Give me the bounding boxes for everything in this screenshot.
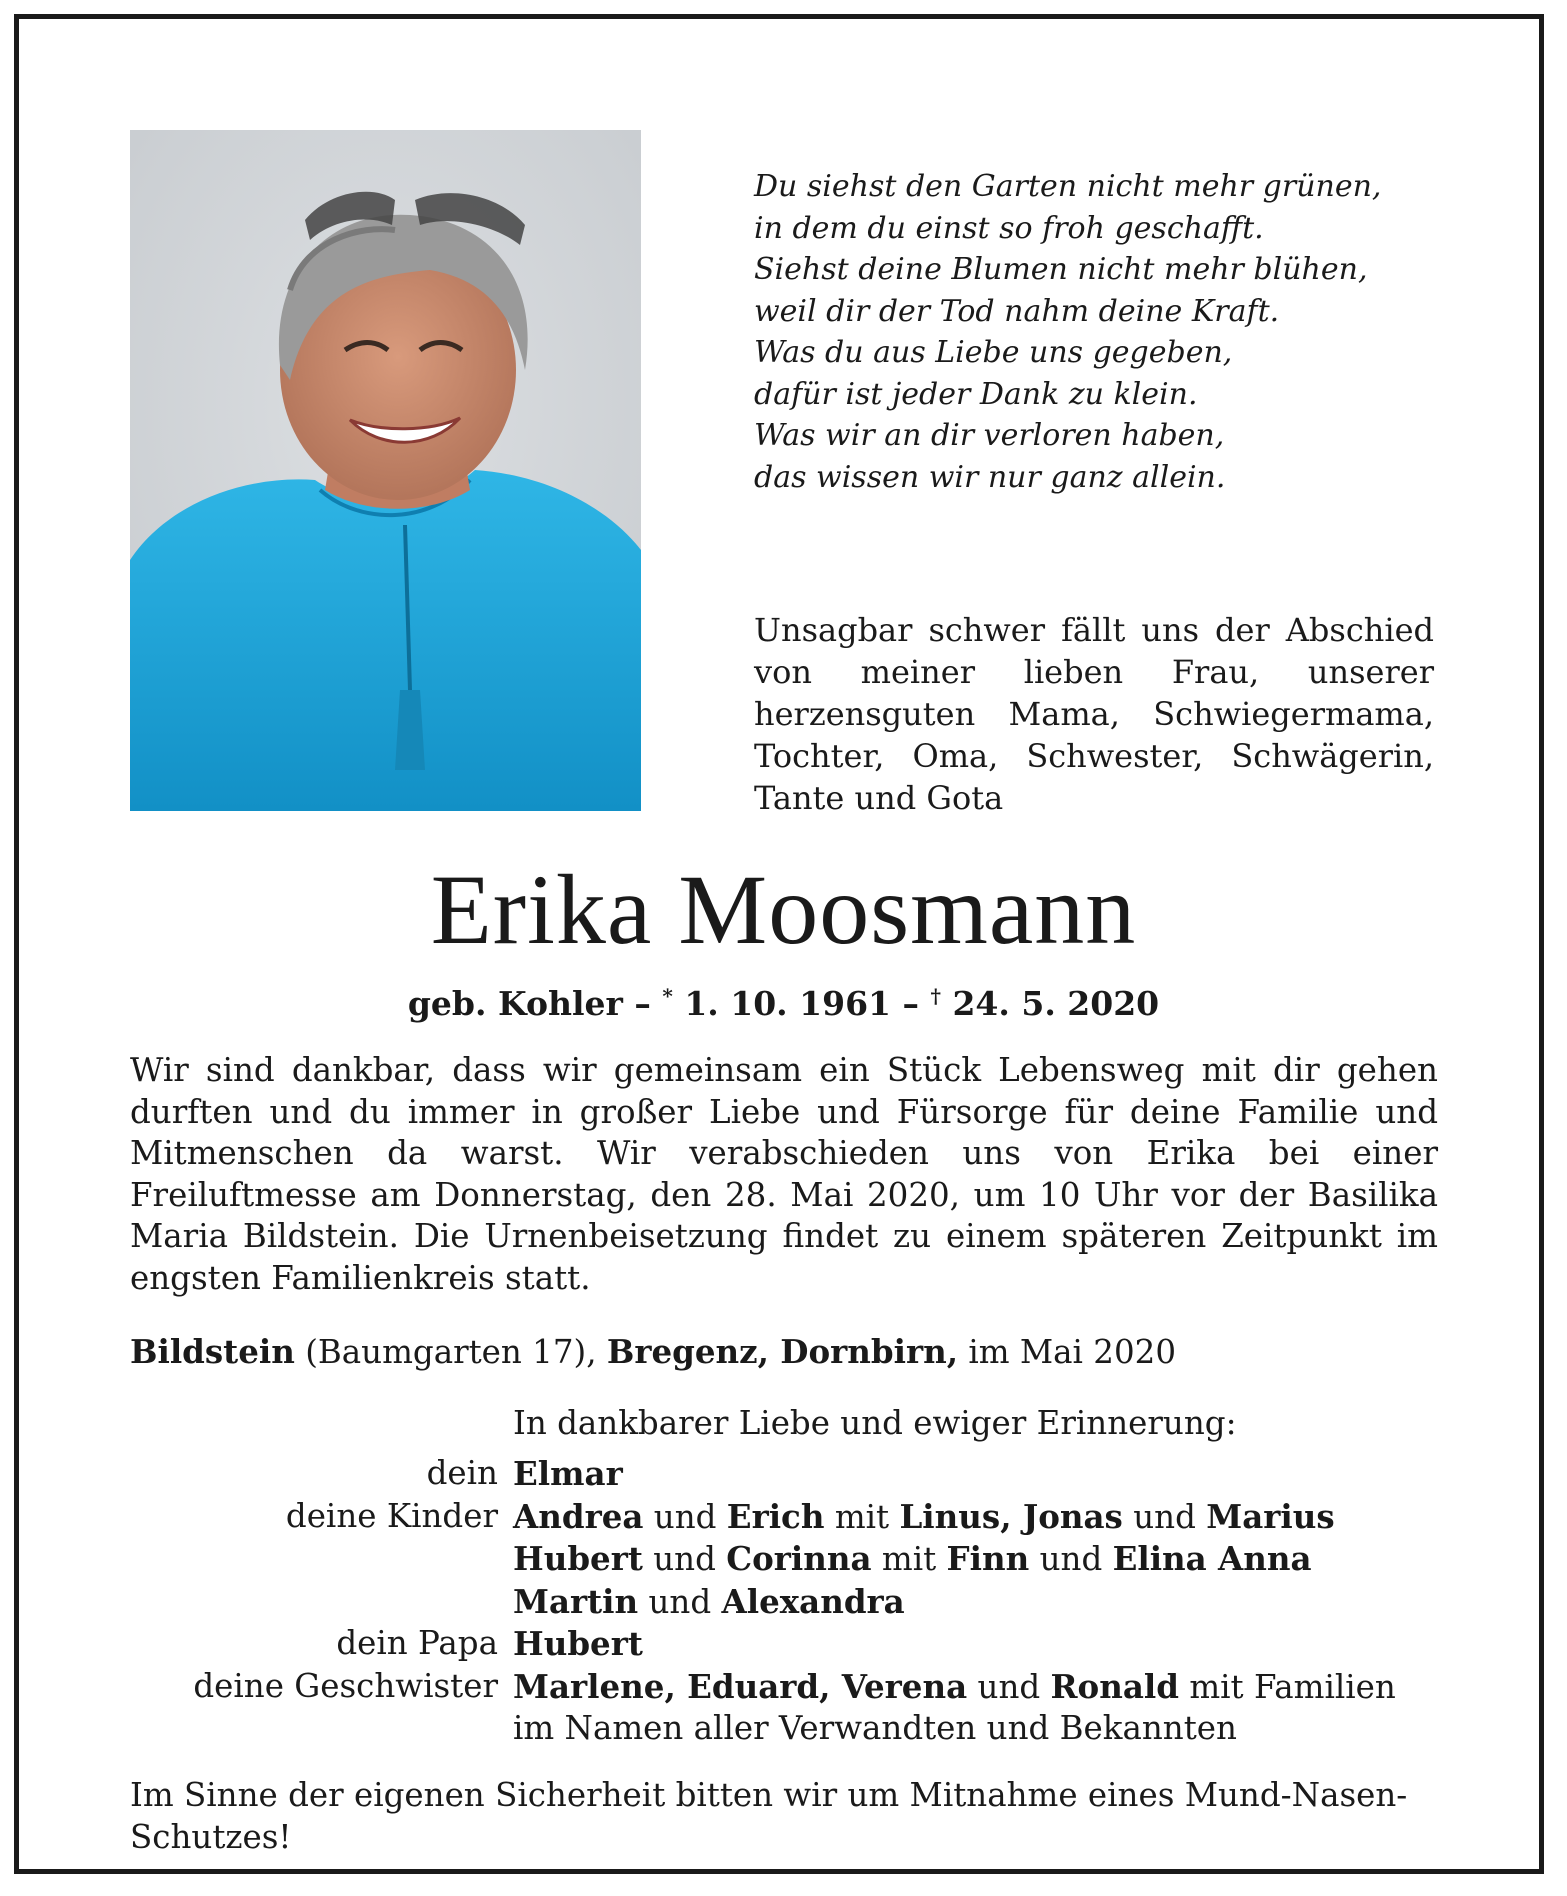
- poem-line: weil dir der Tod nahm deine Kraft.: [754, 293, 1280, 329]
- family-name: Alexandra: [721, 1581, 905, 1621]
- conjunction: und: [648, 1582, 712, 1621]
- family-name: Erich: [726, 1496, 825, 1536]
- conjunction: und: [1133, 1497, 1196, 1536]
- family-row: [130, 1581, 1450, 1624]
- family-name: Elina Anna: [1112, 1539, 1312, 1578]
- family-name: Corinna: [726, 1539, 872, 1578]
- poem-line: Siehst deine Blumen nicht mehr blühen,: [754, 252, 1368, 287]
- safety-note: Im Sinne der eigenen Sicherheit bitten wir um Mitnahme eines Mund-Nasen-Schutzes!: [130, 1776, 1408, 1856]
- birth-date: 1. 10. 1961: [684, 984, 891, 1023]
- family-label: deine Geschwister: [193, 1666, 498, 1705]
- family-name: Marius: [1206, 1496, 1335, 1536]
- thanks-line: In dankbarer Liebe und ewiger Erinnerung:: [513, 1404, 1237, 1442]
- family-label: dein Papa: [336, 1624, 498, 1662]
- family-name: Ronald: [1050, 1666, 1179, 1706]
- family-row: [130, 1538, 1450, 1581]
- family-row: [130, 1708, 1450, 1750]
- family-name: Martin: [513, 1581, 639, 1621]
- deceased-name: Erika Moosmann: [430, 854, 1137, 965]
- family-row: [130, 1666, 1450, 1709]
- family-row: [130, 1623, 1450, 1666]
- conjunction: mit: [834, 1497, 890, 1536]
- conjunction: und: [1039, 1540, 1103, 1578]
- family-list: [130, 1453, 1450, 1750]
- conjunction: und: [653, 1497, 717, 1536]
- family-name: Linus, Jonas: [899, 1496, 1123, 1536]
- family-name: Marlene, Eduard, Verena: [513, 1666, 968, 1706]
- family-label: dein: [426, 1454, 498, 1492]
- death-date: 24. 5. 2020: [952, 984, 1160, 1023]
- family-name: Hubert: [513, 1539, 643, 1578]
- family-name: Hubert: [513, 1624, 643, 1663]
- maiden-name: geb. Kohler: [407, 984, 623, 1023]
- poem: [754, 166, 1474, 498]
- place-cities: Bregenz, Dornbirn,: [606, 1332, 959, 1371]
- portrait-photo: [130, 130, 641, 811]
- relatives-line: im Namen aller Verwandten und Bekannten: [513, 1709, 1237, 1747]
- place-line: [130, 1331, 1438, 1373]
- poem-line: Was du aus Liebe uns gegeben,: [754, 335, 1233, 370]
- poem-line: Was wir an dir verloren haben,: [754, 418, 1225, 453]
- place-town: Bildstein: [130, 1332, 295, 1371]
- conjunction: und: [977, 1667, 1041, 1706]
- conjunction: mit Familien: [1189, 1667, 1396, 1706]
- family-row: [130, 1453, 1450, 1496]
- family-label: deine Kinder: [285, 1496, 498, 1535]
- poem-line: Du siehst den Garten nicht mehr grünen,: [754, 169, 1382, 204]
- family-name: Andrea: [513, 1496, 644, 1536]
- family-name: Elmar: [513, 1454, 623, 1493]
- body-text: Wir sind dankbar, dass wir gemeinsam ein Stück Lebensweg mit dir gehen durften und du immer in großer Liebe und Fürsorge für deine Familie und Mitmenschen da warst. Wir verabschieden uns von Erika bei einer Freiluftmesse am Donnerstag, den 28. Mai 2020, um 10 Uhr vor der Basilika Maria Bildstein. Die Urnenbeisetzung findet zu einem späteren Zeitpunkt im engsten Familienkreis statt.: [130, 1051, 1438, 1297]
- poem-line: dafür ist jeder Dank zu klein.: [754, 376, 1198, 412]
- life-dates: geb. Kohler – * 1. 10. 1961 – † 24. 5. 2020: [407, 984, 1160, 1023]
- place-address: (Baumgarten 17),: [305, 1333, 597, 1371]
- family-name: Finn: [946, 1539, 1030, 1578]
- place-date: im Mai 2020: [968, 1333, 1176, 1371]
- poem-line: das wissen wir nur ganz allein.: [754, 459, 1226, 495]
- conjunction: und: [653, 1540, 716, 1578]
- conjunction: mit: [881, 1540, 937, 1578]
- family-row: [130, 1496, 1450, 1539]
- poem-line: in dem du einst so froh geschafft.: [754, 210, 1264, 246]
- intro-text: Unsagbar schwer fällt uns der Abschied von meiner lieben Frau, unserer herzensguten Mama, Schwiegermama, Tochter, Oma, Schwester, Schwägerin, Tante und Gota: [754, 611, 1434, 817]
